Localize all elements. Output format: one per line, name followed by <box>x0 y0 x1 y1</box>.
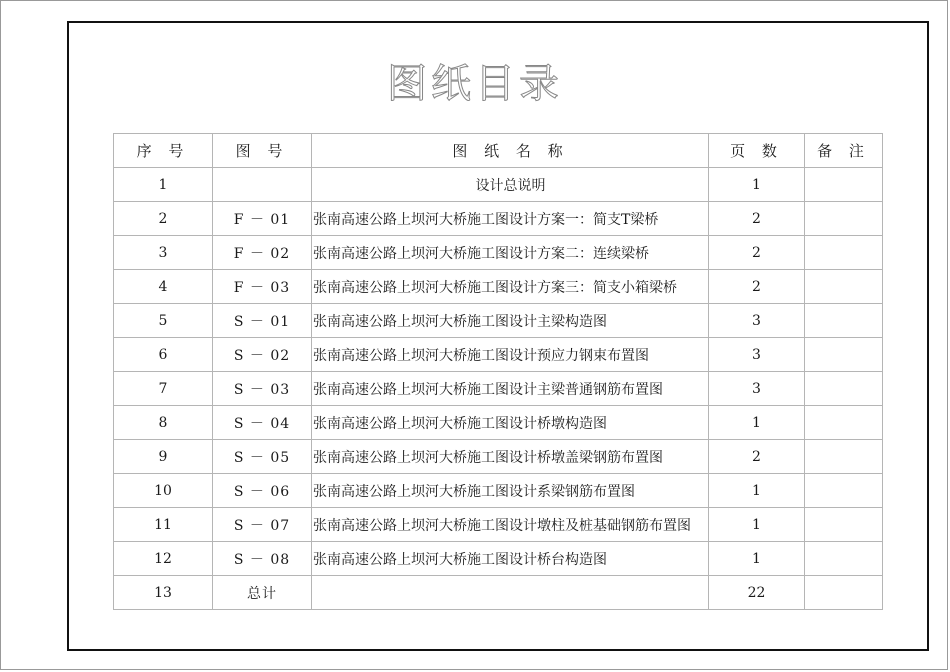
row-drawing-code: S － 01 <box>213 304 312 338</box>
total-name-cell <box>312 576 709 610</box>
page-title: 图纸目录 <box>387 61 563 107</box>
table-row <box>114 236 883 270</box>
row-drawing-code: S － 03 <box>213 372 312 406</box>
row-note <box>805 236 883 270</box>
row-index: 7 <box>114 372 213 406</box>
row-drawing-name: 张南高速公路上坝河大桥施工图设计方案一：简支T梁桥 <box>312 202 709 236</box>
row-page-count: 2 <box>709 236 805 270</box>
row-drawing-code: F － 02 <box>213 236 312 270</box>
table-row <box>114 474 883 508</box>
row-drawing-code <box>213 168 312 202</box>
row-drawing-code: F － 01 <box>213 202 312 236</box>
row-page-count: 2 <box>709 440 805 474</box>
total-note <box>805 576 883 610</box>
header-pages: 页 数 <box>709 134 805 168</box>
table-header-row <box>114 134 883 168</box>
row-index: 3 <box>114 236 213 270</box>
row-page-count: 1 <box>709 542 805 576</box>
row-drawing-name: 张南高速公路上坝河大桥施工图设计系梁钢筋布置图 <box>312 474 709 508</box>
row-note <box>805 202 883 236</box>
header-name: 图 纸 名 称 <box>312 134 709 168</box>
table-row <box>114 202 883 236</box>
total-label: 总计 <box>213 576 312 610</box>
table-row <box>114 270 883 304</box>
row-index: 12 <box>114 542 213 576</box>
row-page-count: 1 <box>709 508 805 542</box>
row-drawing-name: 设计总说明 <box>312 168 709 202</box>
row-drawing-code: S － 02 <box>213 338 312 372</box>
drawing-catalog-table <box>113 133 883 610</box>
row-note <box>805 372 883 406</box>
row-index: 1 <box>114 168 213 202</box>
header-note: 备 注 <box>805 134 883 168</box>
table-row <box>114 372 883 406</box>
row-index: 8 <box>114 406 213 440</box>
header-index: 序 号 <box>114 134 213 168</box>
row-index: 4 <box>114 270 213 304</box>
row-note <box>805 508 883 542</box>
row-page-count: 3 <box>709 304 805 338</box>
row-index: 6 <box>114 338 213 372</box>
row-index: 11 <box>114 508 213 542</box>
table-row <box>114 508 883 542</box>
row-drawing-name: 张南高速公路上坝河大桥施工图设计方案三：简支小箱梁桥 <box>312 270 709 304</box>
row-page-count: 1 <box>709 168 805 202</box>
row-note <box>805 168 883 202</box>
row-note <box>805 304 883 338</box>
total-pages: 22 <box>709 576 805 610</box>
row-page-count: 3 <box>709 372 805 406</box>
row-index: 2 <box>114 202 213 236</box>
table-row <box>114 542 883 576</box>
row-drawing-code: S － 06 <box>213 474 312 508</box>
row-drawing-code: S － 05 <box>213 440 312 474</box>
table-row <box>114 440 883 474</box>
table-row <box>114 406 883 440</box>
table-total-row <box>114 576 883 610</box>
row-drawing-name: 张南高速公路上坝河大桥施工图设计预应力钢束布置图 <box>312 338 709 372</box>
row-drawing-name: 张南高速公路上坝河大桥施工图设计方案二：连续梁桥 <box>312 236 709 270</box>
row-drawing-name: 张南高速公路上坝河大桥施工图设计桥墩盖梁钢筋布置图 <box>312 440 709 474</box>
row-index: 5 <box>114 304 213 338</box>
row-drawing-name: 张南高速公路上坝河大桥施工图设计墩柱及桩基础钢筋布置图 <box>312 508 709 542</box>
row-note <box>805 440 883 474</box>
row-drawing-name: 张南高速公路上坝河大桥施工图设计主梁普通钢筋布置图 <box>312 372 709 406</box>
row-page-count: 1 <box>709 406 805 440</box>
row-drawing-code: S － 07 <box>213 508 312 542</box>
row-drawing-name: 张南高速公路上坝河大桥施工图设计主梁构造图 <box>312 304 709 338</box>
table-body <box>114 168 883 576</box>
row-note <box>805 474 883 508</box>
row-drawing-code: S － 04 <box>213 406 312 440</box>
row-page-count: 1 <box>709 474 805 508</box>
row-drawing-name: 张南高速公路上坝河大桥施工图设计桥台构造图 <box>312 542 709 576</box>
row-index: 9 <box>114 440 213 474</box>
row-note <box>805 542 883 576</box>
row-note <box>805 406 883 440</box>
header-code: 图 号 <box>213 134 312 168</box>
total-index: 13 <box>114 576 213 610</box>
row-page-count: 3 <box>709 338 805 372</box>
row-page-count: 2 <box>709 202 805 236</box>
row-drawing-name: 张南高速公路上坝河大桥施工图设计桥墩构造图 <box>312 406 709 440</box>
table-row <box>114 168 883 202</box>
row-note <box>805 270 883 304</box>
table-row <box>114 304 883 338</box>
row-note <box>805 338 883 372</box>
table-row <box>114 338 883 372</box>
row-drawing-code: S － 08 <box>213 542 312 576</box>
row-drawing-code: F － 03 <box>213 270 312 304</box>
row-page-count: 2 <box>709 270 805 304</box>
row-index: 10 <box>114 474 213 508</box>
